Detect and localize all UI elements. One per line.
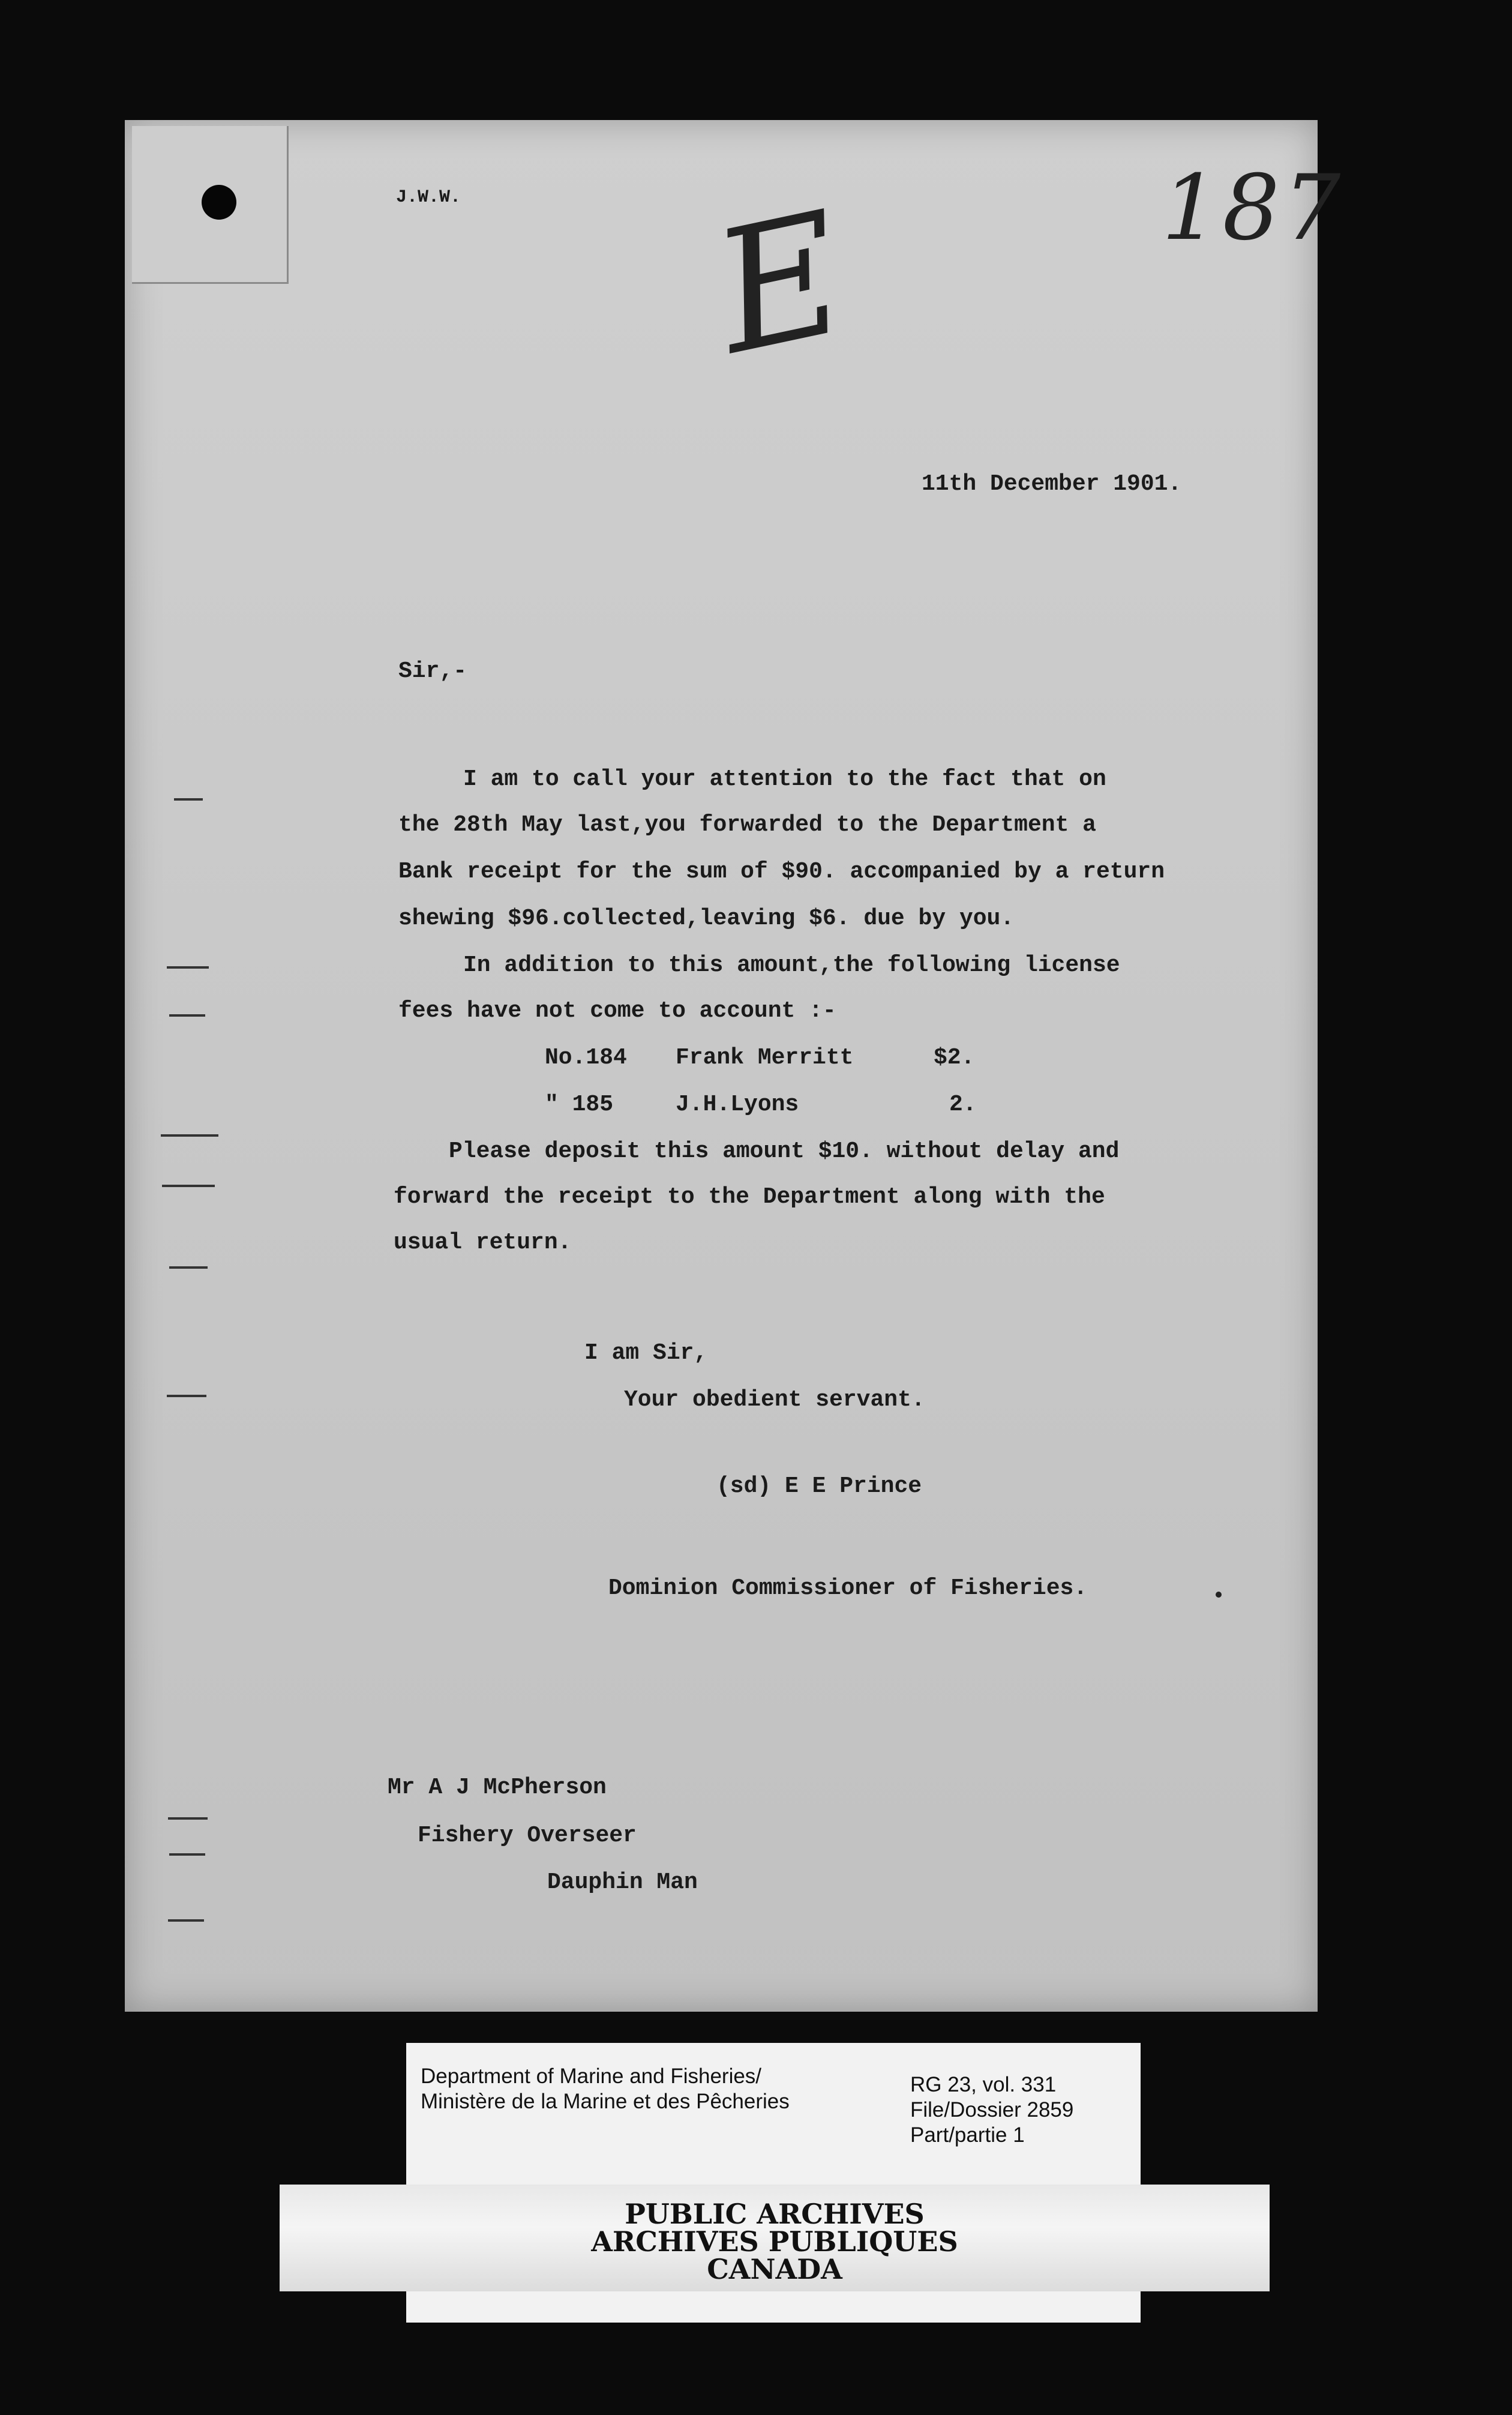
address-line: Mr A J McPherson (388, 1775, 607, 1800)
margin-tick (162, 1185, 215, 1187)
margin-tick (169, 1853, 205, 1856)
margin-tick (169, 1266, 208, 1269)
body-line: Please deposit this amount $10. without delay and (449, 1138, 1120, 1164)
body-line: shewing $96.collected,leaving $6. due by you. (398, 906, 1015, 931)
margin-tick (167, 966, 209, 969)
record-group-reference: RG 23, vol. 331 (910, 2073, 1057, 2096)
margin-tick (161, 1134, 218, 1137)
margin-tick (174, 798, 203, 801)
margin-tick (168, 1817, 208, 1820)
archives-stamp (280, 2185, 1270, 2291)
fee-name: J.H.Lyons (676, 1092, 799, 1117)
author-initials: J.W.W. (396, 187, 461, 208)
body-line: Bank receipt for the sum of $90. accompanied by a return (398, 859, 1165, 885)
archives-stamp-line: PUBLIC ARCHIVES (625, 2198, 925, 2230)
body-line: In addition to this amount,the following license (463, 952, 1120, 978)
margin-tick (167, 1395, 206, 1397)
salutation: Sir,- (398, 658, 467, 684)
signatory-title: Dominion Commissioner of Fisheries. (608, 1575, 1088, 1601)
archives-stamp-line: CANADA (707, 2253, 842, 2285)
body-line: usual return. (394, 1230, 572, 1256)
fee-amount: $2. (934, 1045, 975, 1071)
signature: (sd) E E Prince (716, 1473, 922, 1499)
body-line: I am to call your attention to the fact that on (463, 766, 1106, 792)
body-line: the 28th May last,you forwarded to the Department a (398, 812, 1096, 838)
stray-mark (1216, 1592, 1222, 1598)
part-reference: Part/partie 1 (910, 2123, 1025, 2147)
fee-name: Frank Merritt (676, 1045, 854, 1071)
department-english: Department of Marine and Fisheries/ (421, 2065, 762, 2088)
file-reference: File/Dossier 2859 (910, 2098, 1074, 2122)
fee-number: No.184 (545, 1045, 627, 1071)
body-line: fees have not come to account :- (398, 998, 836, 1024)
letter-page (125, 120, 1345, 2012)
body-line: forward the receipt to the Department along with the (394, 1184, 1105, 1210)
department-french: Ministère de la Marine et des Pêcheries (421, 2090, 790, 2113)
valediction: I am Sir, (584, 1340, 708, 1366)
address-line: Fishery Overseer (418, 1823, 637, 1848)
handwritten-mark: E (700, 175, 861, 392)
margin-tick (168, 1919, 204, 1922)
fee-number: " 185 (545, 1092, 614, 1117)
archives-stamp-line: ARCHIVES PUBLIQUES (591, 2225, 958, 2258)
valediction: Your obedient servant. (624, 1387, 925, 1413)
fee-amount: 2. (949, 1092, 977, 1117)
letter-date: 11th December 1901. (922, 471, 1182, 497)
page-number: 187 (1162, 156, 1345, 260)
address-line: Dauphin Man (547, 1869, 698, 1895)
punch-hole (202, 185, 236, 220)
margin-tick (169, 1014, 205, 1017)
